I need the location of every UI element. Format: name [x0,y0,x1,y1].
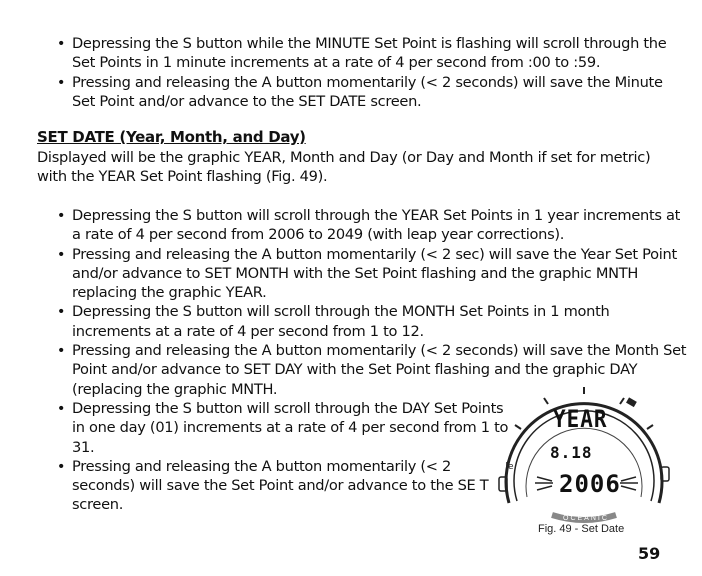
bullet-text: Depressing the S button will scroll through the MONTH Set Points in 1 month increments at a rate of 4 per second from 1 to 12. [72,303,610,340]
figure-set-date-display [497,385,671,537]
lcd-year-label: YEAR [553,405,608,433]
brand-label: OCEANIC [563,515,609,522]
bullet-dot: • [56,457,66,475]
bullet-dot: • [56,303,66,321]
bullet-dot: • [56,245,66,263]
bullet-dot: • [56,73,66,91]
lcd-year-value: 2006 [559,470,621,498]
list-item [37,302,642,341]
lcd-date-value: 8.18 [550,443,593,462]
figure-caption: Fig. 49 - Set Date [538,523,625,535]
bullet-text: Depressing the S button while the MINUTE Set Point is flashing will scroll through the Set Points in 1 minute increments at a rate of 4 per second from :00 to :59. [72,35,667,72]
list-item [37,245,682,303]
bullet-text: Pressing and releasing the A button momentarily (< 2 seconds) will save the Month Set Point and/or advance to SET DAY with the Set Point flashing and the graphic DAY (replacing the graphic MNTH. [72,342,687,398]
list-item [37,73,682,112]
bullet-text: Pressing and releasing the A button momentarily (< 2 sec) will save the Year Set Point and/or advance to SET MONTH with the Set Point flashing and the graphic MNTH replacing the graphic YEAR. [72,245,677,302]
bullet-text: Pressing and releasing the A button momentarily (< 2 seconds) will save the Minute Set Point and/or advance to the SET DATE screen. [72,73,663,110]
bullet-text: Pressing and releasing the A button momentarily (< 2 seconds) will save the Set Point and/or advance to the SE T screen. [72,457,489,514]
bullet-dot: • [56,35,66,52]
bullet-dot: • [56,207,66,224]
page-number: 59 [638,544,661,563]
bullet-text: Depressing the S button will scroll through the YEAR Set Points in 1 year increments at a rate of 4 per second from 2006 to 2049 (with leap year corrections). [72,207,681,244]
intro-bullet-list [37,34,677,111]
list-item [37,206,692,245]
section-paragraph: Displayed will be the graphic YEAR, Month and Day (or Day and Month if set for metric) with the YEAR Set Point flashing (Fig. 49). [37,149,651,186]
section-heading: SET DATE (Year, Month, and Day) [37,128,306,146]
bullet-text: Depressing the S button will scroll through the DAY Set Points in one day (01) increments at a rate of 4 per second from 1 to 31. [72,399,509,456]
bullet-dot: • [56,399,66,417]
svg-text:|e: |e [505,462,514,472]
list-item [37,399,517,457]
list-item [37,34,682,73]
bullet-dot: • [56,342,66,360]
list-item [37,457,517,515]
